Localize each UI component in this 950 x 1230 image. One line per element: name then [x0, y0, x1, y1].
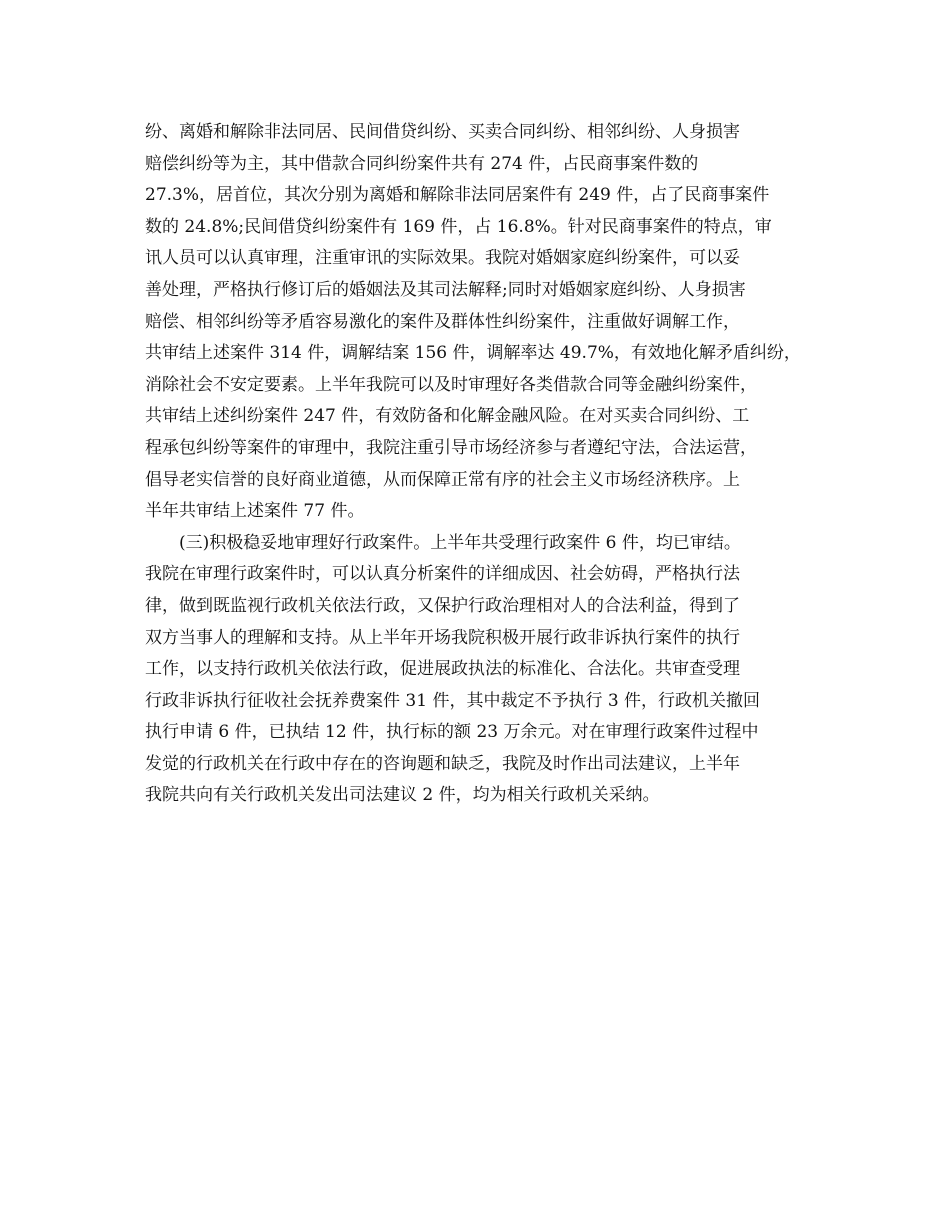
text-line: 发觉的行政机关在行政中存在的咨询题和缺乏，我院及时作出司法建议，上半年 [145, 753, 740, 774]
section-heading-line: (三)积极稳妥地审理好行政案件。上半年共受理行政案件 6 件，均已审结。 [179, 532, 741, 553]
body-text [145, 117, 825, 812]
text-line: 倡导老实信誉的良好商业道德，从而保障正常有序的社会主义市场经济秩序。上 [145, 469, 740, 490]
text-line: 共审结上述案件 314 件，调解结案 156 件，调解率达 49.7%，有效地化解矛盾纠纷， [145, 343, 801, 364]
text-line: 赔偿纠纷等为主，其中借款合同纠纷案件共有 274 件，占民商事案件数的 [145, 153, 699, 174]
text-line: 数的 24.8%;民间借贷纠纷案件有 169 件，占 16.8%。针对民商事案件的特点，审 [145, 216, 772, 237]
text-line: 执行申请 6 件，已执结 12 件，执行标的额 23 万余元。对在审理行政案件过程中 [145, 722, 759, 743]
text-line: 我院在审理行政案件时，可以认真分析案件的详细成因、社会妨碍，严格执行法 [145, 564, 740, 585]
text-line: 工作，以支持行政机关依法行政，促进展政执法的标准化、合法化。共审查受理 [145, 659, 740, 680]
text-line: 行政非诉执行征收社会抚养费案件 31 件，其中裁定不予执行 3 件，行政机关撤回 [145, 690, 761, 711]
text-line: 消除社会不安定要素。上半年我院可以及时审理好各类借款合同等金融纠纷案件， [145, 374, 757, 395]
text-line: 双方当事人的理解和支持。从上半年开场我院积极开展行政非诉执行案件的执行 [145, 627, 740, 648]
text-line: 律，做到既监视行政机关依法行政，又保护行政治理相对人的合法利益，得到了 [145, 595, 740, 616]
text-line: 共审结上述纠纷案件 247 件，有效防备和化解金融风险。在对买卖合同纠纷、工 [145, 406, 750, 427]
text-line: 程承包纠纷等案件的审理中，我院注重引导市场经济参与者遵纪守法，合法运营， [145, 437, 757, 458]
text-line: 赔偿、相邻纠纷等矛盾容易激化的案件及群体性纠纷案件，注重做好调解工作， [145, 311, 740, 332]
text-line: 我院共向有关行政机关发出司法建议 2 件，均为相关行政机关采纳。 [145, 785, 660, 806]
text-line: 善处理，严格执行修订后的婚姻法及其司法解释;同时对婚姻家庭纠纷、人身损害 [145, 279, 746, 300]
text-line: 讯人员可以认真审理，注重审讯的实际效果。我院对婚姻家庭纠纷案件，可以妥 [145, 248, 740, 269]
text-line: 27.3%，居首位，其次分别为离婚和解除非法同居案件有 249 件，占了民商事案件 [145, 185, 770, 206]
text-line: 纷、离婚和解除非法同居、民间借贷纠纷、买卖合同纠纷、相邻纠纷、人身损害 [145, 122, 740, 142]
text-line: 半年共审结上述案件 77 件。 [145, 501, 365, 522]
